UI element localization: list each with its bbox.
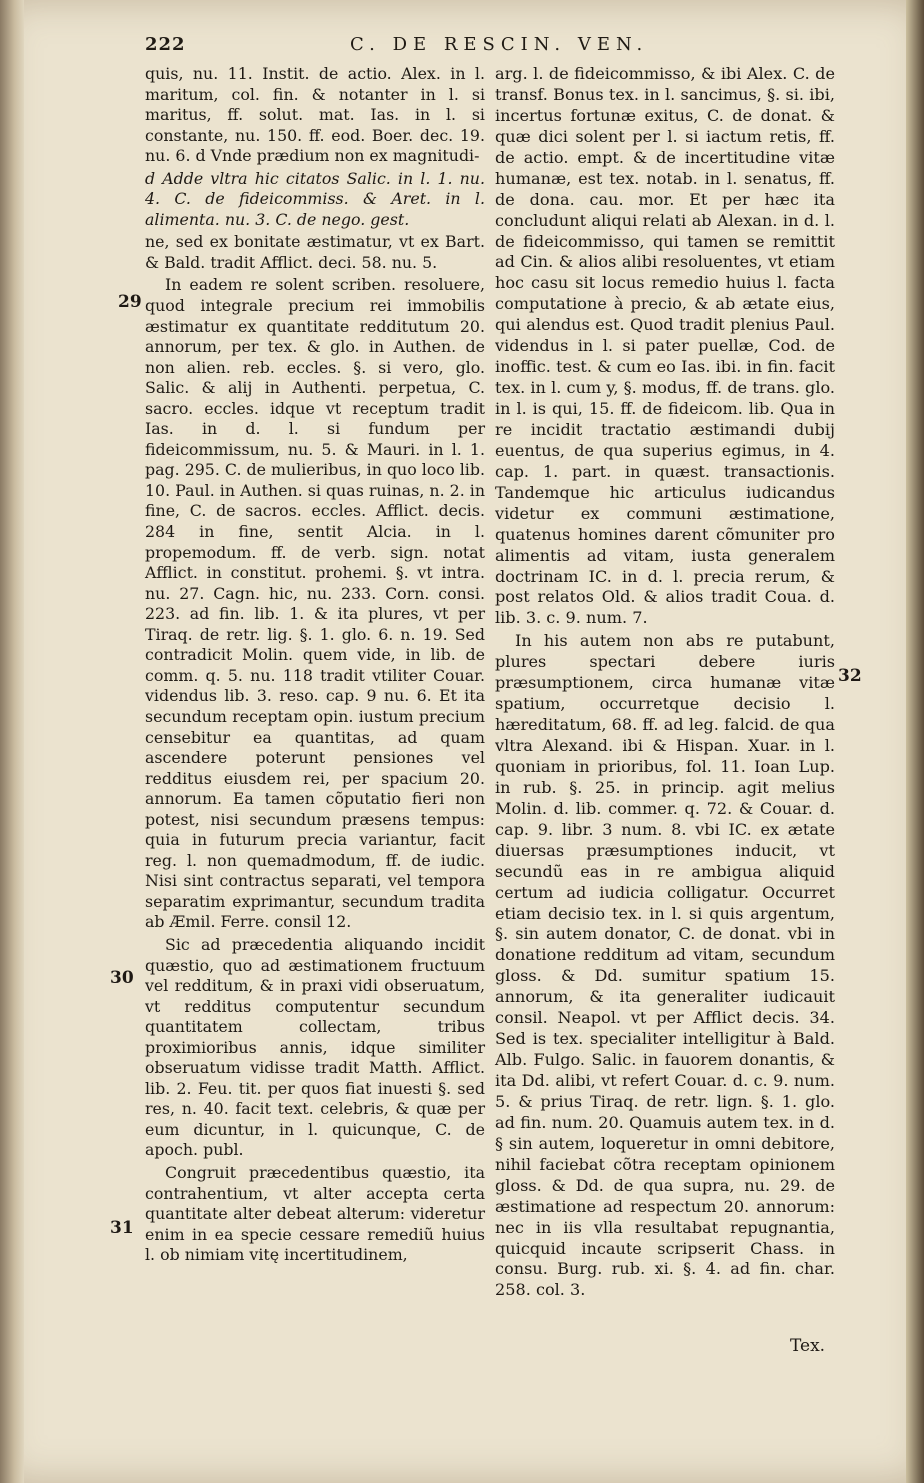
paragraph: In his autem non abs re putabunt, plures spectari debere iuris præsumptionem, circa humanæ vitæ spatium, occurretque decisio l. hæreditatum, 68. ff. ad leg. falcid. de qua vltra Alexand. ibi & Hispan. Xuar. in l. quoniam in prioribus, fol. 11. Ioan Lup. in rub. §. 25. in princip. agit melius Molin. d. lib. commer. q. 72. & Couar. d. cap. 9. libr. 3 num. 8. vbi IC. ex ætate diuersas præsumptiones inducit, vt secundũ eas in re ambigua aliquid certum ad iudicia colligatur. Occurret etiam decisio tex. in l. si quis argentum, §. sin autem donator, C. de donat. vbi in donatione redditum ad vitam, secundum gloss. & Dd. sumitur spatium 15. annorum, & ita generaliter iudicauit consil. Neapol. vt per Afflict decis. 34. Sed is tex. specialiter intelligitur à Bald. Alb. Fulgo. Salic. in fauorem donantis, & ita Dd. alibi, vt refert Couar. d. c. 9. num. 5. & prius Tiraq. de retr. lign. §. 1. glo. ad fin. num. 20. Quamuis autem tex. in d. § sin autem, loqueretur in omni debitore, nihil faciebat cõtra receptam opinionem gloss. & Dd. de qua supra, nu. 29. de æstimatione ad respectum 20. annorum: nec in iis vlla resultabat repugnantia, quicquid incaute scripserit Chass. in consu. Burg. rub. xi. §. 4. ad fin. char. 258. col. 3. <box>495 631 835 1300</box>
book-binding-edge <box>0 0 24 1483</box>
paragraph: Congruit præcedentibus quæstio, ita contrahentium, vt alter accepta certa quantitate alter debeat alterum: videretur enim in ea specie cessare remediũ huius l. ob nimiam vitę incertitudinem, <box>145 1162 485 1265</box>
page-number: 222 <box>145 34 186 55</box>
footnote: d Adde vltra hic citatos Salic. in l. 1. nu. 4. C. de fideicommiss. & Aret. in l. alimenta. nu. 3. C. de nego. gest. <box>145 168 485 229</box>
margin-number: 30 <box>110 968 134 988</box>
paragraph: arg. l. de fideicommisso, & ibi Alex. C. de transf. Bonus tex. in l. sancimus, §. si. ibi, incertus fortunæ exitus, C. de donat. & quæ dici solent per l. si iactum retis, ff. de actio. empt. & de incertitudine vitæ humanæ, est tex. notab. in l. senatus, ff. de dona. cau. mor. Et per hæc ita concludunt aliqui relati ab Alexan. in d. l. de fideicommisso, qui tamen se remittit ad Cin. & alios alibi resoluentes, vt etiam hoc casu sit locus remedio huius l. facta computatione à precio, & ab ætate eius, qui alendus est. Quod tradit plenius Paul. videndus in l. si pater puellæ, Cod. de inoffic. test. & cum eo Ias. ibi. in fin. facit tex. in l. cum y, §. modus, ff. de trans. glo. in l. is qui, 15. ff. de fideicom. lib. Qua in re incidit tractatio æstimandi dubij euentus, de qua superius egimus, in 4. cap. 1. part. in quæst. transactionis. Tandemque hic articulus iudicandus videtur ex communi æstimatione, quatenus homines darent cõmuniter pro alimentis ad vitam, iusta generalem doctrinam IC. in d. l. precia rerum, & post relatos Old. & alios tradit Coua. d. lib. 3. c. 9. num. 7. <box>495 64 835 628</box>
running-head: C. DE RESCIN. VEN. <box>350 34 649 55</box>
paragraph: In eadem re solent scriben. resoluere, quod integrale precium rei immobilis æstimatur ex quantitate redditutum 20. annorum, per tex. & glo. in Authen. de non alien. reb. eccles. §. si vero, glo. Salic. & alij in Authenti. perpetua, C. sacro. eccles. idque vt receptum tradit Ias. in d. l. si fundum per fideicommissum, nu. 5. & Mauri. in l. 1. pag. 295. C. de mulieribus, in quo loco lib. 10. Paul. in Authen. si quas ruinas, n. 2. in fine, C. de sacros. eccles. Afflict. decis. 284 in fine, sentit Alcia. in l. propemodum. ff. de verb. sign. notat Afflict. in constitut. prohemi. §. vt intra. nu. 27. Cagn. hic, nu. 233. Corn. consi. 223. ad fin. lib. 1. & ita plures, vt per Tiraq. de retr. lig. §. 1. glo. 6. n. 19. Sed contradicit Molin. quem vide, in lib. de comm. q. 5. nu. 118 tradit vtiliter Couar. videndus lib. 3. reso. cap. 9 nu. 6. Et ita secundum receptam opin. iustum precium censebitur ea quantitas, ad quam ascendere poterunt pensiones vel redditus eiusdem rei, per spacium 20. annorum. Ea tamen cõputatio fieri non potest, nisi secundum præsens tempus: quia in futurum precia variantur, facit reg. l. non quemadmodum, ff. de iudic. Nisi sint contractus separati, vel tempora separatim exprimantur, secundum tradita ab Æmil. Ferre. consil 12. <box>145 275 485 932</box>
page-edge <box>906 0 924 1483</box>
margin-number: 32 <box>838 666 862 686</box>
margin-number: 29 <box>118 292 142 312</box>
paragraph: Sic ad præcedentia aliquando incidit quæstio, quo ad æstimationem fructuum vel redditum, & in praxi vidi obseruatum, vt redditus computentur secundum quantitatem collectam, tribus proximioribus annis, idque similiter obseruatum vidisse tradit Matth. Afflict. lib. 2. Feu. tit. per quos fiat inuesti §. sed res, n. 40. facit text. celebris, & quæ per eum dicuntur, in l. quicunque, C. de apoch. publ. <box>145 934 485 1160</box>
paragraph: quis, nu. 11. Instit. de actio. Alex. in l. maritum, col. fin. & notanter in l. si maritus, ff. solut. mat. Ias. in l. si constante, nu. 150. ff. eod. Boer. dec. 19. nu. 6. d Vnde prædium non ex magnitudi- <box>145 64 485 166</box>
catchword: Tex. <box>790 1336 826 1356</box>
paragraph: ne, sed ex bonitate æstimatur, vt ex Bart. & Bald. tradit Afflict. deci. 58. nu. 5. <box>145 232 485 272</box>
left-column <box>145 64 485 1268</box>
page-header <box>145 34 875 62</box>
margin-number: 31 <box>110 1218 134 1238</box>
right-column <box>495 64 835 1303</box>
